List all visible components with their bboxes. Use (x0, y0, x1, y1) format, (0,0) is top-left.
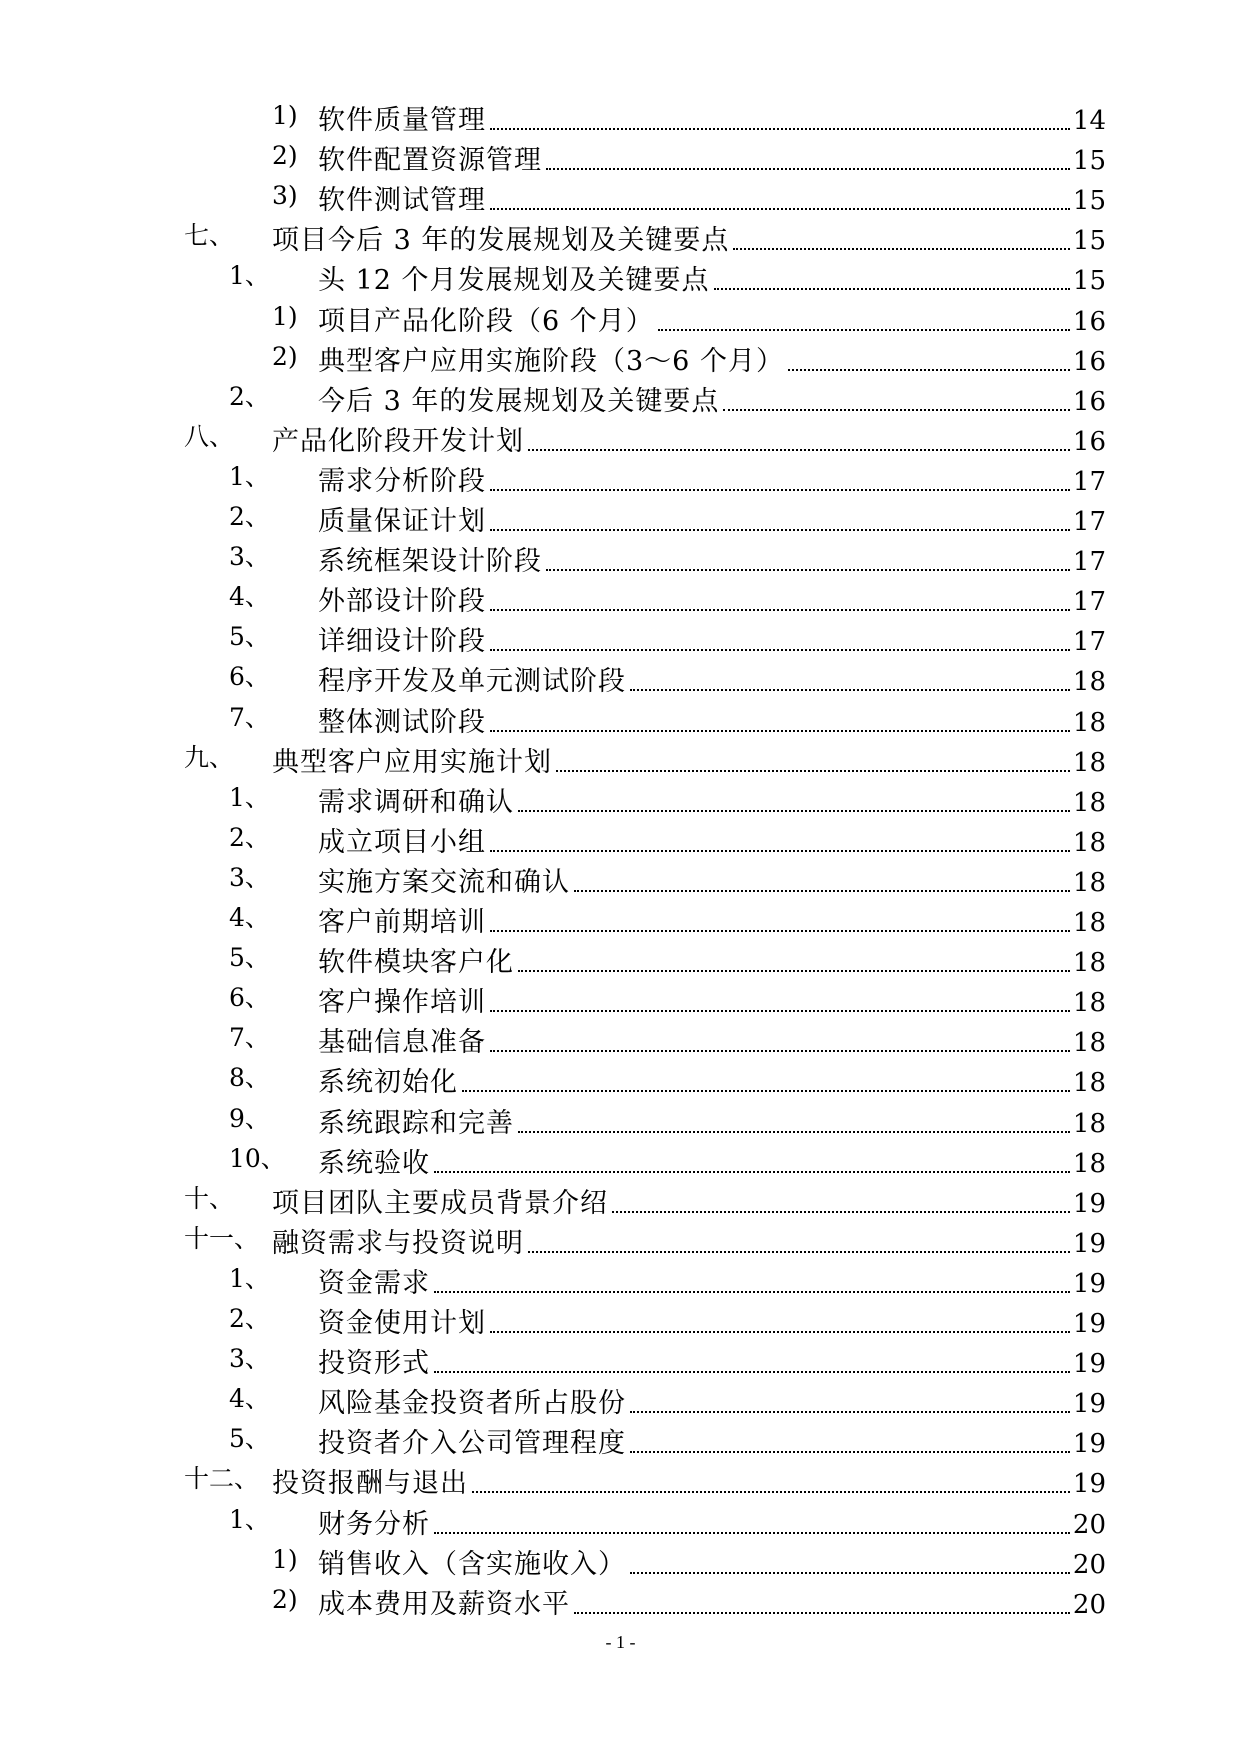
toc-entry[interactable] (0, 457, 1106, 497)
toc-entry[interactable] (0, 1500, 1106, 1540)
toc-entry-number: 1、 (229, 261, 270, 291)
toc-entry[interactable] (0, 898, 1106, 938)
toc-entry-number: 5、 (229, 1424, 270, 1454)
dot-leader (518, 970, 1070, 972)
toc-entry-number: 1) (272, 101, 298, 130)
toc-entry-title: 风险基金投资者所占股份 (318, 1388, 626, 1420)
toc-entry-title: 客户前期培训 (318, 907, 486, 938)
dot-leader (472, 1491, 1070, 1493)
toc-entry-page: 18 (1072, 1108, 1106, 1139)
toc-entry[interactable] (0, 96, 1106, 136)
toc-entry[interactable] (0, 1459, 1106, 1499)
toc-entry-number: 4、 (229, 903, 270, 932)
toc-entry-page: 14 (1072, 106, 1106, 136)
toc-entry-title: 投资形式 (318, 1348, 430, 1380)
toc-entry[interactable] (0, 858, 1106, 898)
dot-leader (490, 529, 1070, 531)
toc-entry-title: 头 12 个月发展规划及关键要点 (318, 265, 710, 297)
toc-entry[interactable] (0, 497, 1106, 537)
toc-entry-page: 19 (1072, 1228, 1106, 1259)
toc-entry-title: 系统验收 (318, 1147, 430, 1179)
toc-entry-page: 15 (1072, 226, 1106, 257)
toc-entry-number: 十二、 (184, 1464, 260, 1494)
toc-entry-page: 18 (1072, 827, 1106, 858)
dot-leader (574, 1612, 1070, 1614)
toc-entry-number: 5、 (229, 943, 270, 973)
toc-entry-number: 2、 (229, 381, 270, 411)
toc-entry[interactable] (0, 1018, 1106, 1058)
toc-entry-number: 1) (272, 1544, 298, 1574)
dot-leader (788, 369, 1070, 371)
dot-leader (574, 890, 1070, 892)
dot-leader (490, 730, 1070, 732)
toc-entry-number: 6、 (229, 983, 270, 1013)
dot-leader (490, 649, 1070, 651)
toc-entry-title: 详细设计阶段 (318, 626, 486, 658)
toc-entry-page: 18 (1072, 707, 1106, 738)
toc-entry[interactable] (0, 738, 1106, 778)
dot-leader (490, 208, 1070, 210)
toc-entry-page: 17 (1072, 587, 1106, 618)
toc-entry-page: 18 (1072, 867, 1106, 898)
toc-entry-page: 17 (1072, 507, 1106, 537)
toc-entry-page: 20 (1072, 1589, 1106, 1620)
toc-entry-number: 七、 (184, 221, 235, 251)
toc-entry-page: 15 (1072, 186, 1106, 217)
dot-leader (434, 1171, 1070, 1173)
toc-entry-page: 19 (1072, 1309, 1106, 1339)
toc-entry-page: 16 (1072, 386, 1106, 417)
dot-leader (556, 770, 1070, 772)
dot-leader (490, 1050, 1070, 1052)
dot-leader (490, 930, 1070, 932)
toc-entry-number: 1) (272, 301, 298, 331)
toc-entry-title: 需求分析阶段 (318, 465, 486, 497)
toc-entry-page: 15 (1072, 146, 1106, 177)
toc-entry-number: 7、 (229, 702, 270, 732)
toc-entry-page: 17 (1072, 627, 1106, 658)
toc-entry-title: 财务分析 (318, 1508, 430, 1540)
toc-entry-title: 资金使用计划 (318, 1308, 486, 1339)
toc-entry[interactable] (0, 1099, 1106, 1139)
toc-entry[interactable] (0, 1179, 1106, 1219)
toc-entry[interactable] (0, 657, 1106, 697)
toc-entry-title: 典型客户应用实施计划 (272, 746, 552, 778)
dot-leader (434, 1371, 1070, 1373)
toc-entry[interactable] (0, 698, 1106, 738)
dot-leader (528, 1251, 1070, 1253)
dot-leader (434, 1291, 1070, 1293)
dot-leader (658, 329, 1070, 331)
toc-entry-page: 16 (1072, 306, 1106, 337)
toc-entry[interactable] (0, 938, 1106, 978)
toc-entry-number: 十、 (184, 1183, 235, 1213)
dot-leader (490, 1331, 1070, 1333)
toc-entry[interactable] (0, 1419, 1106, 1459)
toc-entry-page: 19 (1072, 1188, 1106, 1219)
toc-entry-number: 2、 (229, 1304, 270, 1333)
toc-entry-title: 融资需求与投资说明 (272, 1227, 524, 1259)
toc-entry[interactable] (0, 978, 1106, 1018)
toc-entry-title: 程序开发及单元测试阶段 (318, 666, 626, 698)
dot-leader (630, 1572, 1070, 1574)
toc-entry-number: 6、 (229, 662, 270, 692)
toc-entry[interactable] (0, 778, 1106, 818)
toc-entry-number: 1、 (229, 782, 270, 812)
page-number: - 1 - (605, 1632, 636, 1652)
toc-entry-title: 项目产品化阶段（6 个月） (318, 305, 654, 337)
toc-entry-number: 2) (272, 1584, 298, 1614)
dot-leader (490, 609, 1070, 611)
dot-leader (630, 1451, 1070, 1453)
dot-leader (518, 1131, 1070, 1133)
toc-entry[interactable] (0, 1580, 1106, 1620)
toc-entry[interactable] (0, 537, 1106, 577)
toc-entry[interactable] (0, 818, 1106, 858)
dot-leader (434, 1532, 1070, 1534)
toc-entry-title: 产品化阶段开发计划 (272, 425, 524, 457)
toc-entry[interactable] (0, 1379, 1106, 1419)
dot-leader (612, 1211, 1070, 1213)
toc-entry-title: 软件模块客户化 (318, 947, 514, 979)
toc-entry-title: 今后 3 年的发展规划及关键要点 (318, 385, 720, 417)
toc-entry-number: 2、 (229, 502, 270, 531)
dot-leader (546, 569, 1070, 571)
toc-entry-title: 整体测试阶段 (318, 706, 486, 738)
dot-leader (490, 128, 1070, 130)
toc-entry-number: 10、 (229, 1143, 286, 1173)
dot-leader (528, 449, 1070, 451)
toc-entry-number: 2) (272, 141, 298, 171)
toc-entry[interactable] (0, 417, 1106, 457)
toc-entry-page: 18 (1072, 787, 1106, 818)
dot-leader (546, 168, 1070, 170)
dot-leader (490, 489, 1070, 491)
toc-entry-number: 7、 (229, 1023, 270, 1053)
toc-entry-title: 实施方案交流和确认 (318, 866, 570, 898)
toc-entry[interactable] (0, 256, 1106, 296)
toc-entry[interactable] (0, 1540, 1106, 1580)
dot-leader (490, 850, 1070, 852)
toc-entry-title: 投资者介入公司管理程度 (318, 1428, 626, 1460)
toc-entry-page: 19 (1072, 1429, 1106, 1460)
dot-leader (630, 1411, 1070, 1413)
toc-entry-number: 1、 (229, 1504, 270, 1534)
toc-entry-page: 18 (1072, 908, 1106, 938)
toc-entry[interactable] (0, 337, 1106, 377)
toc-entry-page: 15 (1072, 266, 1106, 297)
toc-entry-page: 19 (1072, 1469, 1106, 1500)
toc-entry[interactable] (0, 1139, 1106, 1179)
toc-entry[interactable] (0, 297, 1106, 337)
toc-entry-title: 软件测试管理 (318, 185, 486, 217)
dot-leader (714, 288, 1070, 290)
toc-entry-number: 2) (272, 341, 298, 371)
toc-entry[interactable] (0, 1259, 1106, 1299)
toc-entry-title: 资金需求 (318, 1267, 430, 1299)
toc-entry-number: 2、 (229, 822, 270, 852)
toc-entry-page: 19 (1072, 1389, 1106, 1420)
toc-entry-number: 8、 (229, 1063, 270, 1093)
toc-entry-title: 外部设计阶段 (318, 586, 486, 618)
toc-entry-number: 5、 (229, 622, 270, 652)
toc-entry-title: 典型客户应用实施阶段（3～6 个月） (318, 345, 784, 377)
toc-entry-page: 18 (1072, 1068, 1106, 1099)
toc-entry[interactable] (0, 136, 1106, 176)
toc-entry-page: 20 (1072, 1549, 1106, 1580)
toc-entry[interactable] (0, 1299, 1106, 1339)
toc-entry-number: 3、 (229, 862, 270, 892)
toc-entry-title: 项目团队主要成员背景介绍 (272, 1187, 608, 1219)
dot-leader (630, 689, 1070, 691)
dot-leader (490, 1010, 1070, 1012)
toc-entry-page: 16 (1072, 346, 1106, 377)
toc-entry-title: 基础信息准备 (318, 1027, 486, 1059)
toc-entry-page: 17 (1072, 547, 1106, 578)
toc-entry-title: 成本费用及薪资水平 (318, 1588, 570, 1620)
toc-entry-page: 18 (1072, 1028, 1106, 1059)
toc-entry-number: 4、 (229, 582, 270, 612)
toc-entry-page: 17 (1072, 466, 1106, 497)
toc-entry[interactable] (0, 216, 1106, 256)
toc-entry-title: 成立项目小组 (318, 826, 486, 858)
toc-entry-title: 软件质量管理 (318, 105, 486, 136)
toc-entry-title: 需求调研和确认 (318, 786, 514, 818)
toc-entry[interactable] (0, 176, 1106, 216)
toc-entry-title: 质量保证计划 (318, 506, 486, 537)
toc-entry-page: 18 (1072, 948, 1106, 979)
toc-entry-number: 3、 (229, 1344, 270, 1374)
toc-entry-number: 3) (272, 181, 298, 211)
toc-entry[interactable] (0, 577, 1106, 617)
toc-entry[interactable] (0, 377, 1106, 417)
dot-leader (723, 409, 1070, 411)
toc-entry-number: 3、 (229, 542, 270, 572)
toc-entry-page: 19 (1072, 1349, 1106, 1380)
toc-entry-title: 系统初始化 (318, 1067, 458, 1099)
toc-entry-number: 十一、 (184, 1223, 260, 1253)
toc-entry-title: 项目今后 3 年的发展规划及关键要点 (272, 225, 730, 257)
toc-entry-page: 19 (1072, 1268, 1106, 1299)
toc-entry-number: 4、 (229, 1384, 270, 1414)
toc-entry-number: 1、 (229, 1263, 270, 1293)
toc-entry-title: 系统跟踪和完善 (318, 1107, 514, 1139)
toc-entry-title: 投资报酬与退出 (272, 1468, 468, 1500)
toc-entry-page: 18 (1072, 667, 1106, 698)
toc-entry-title: 客户操作培训 (318, 987, 486, 1019)
toc-entry-page: 16 (1072, 426, 1106, 457)
toc-entry[interactable] (0, 617, 1106, 657)
dot-leader (462, 1090, 1070, 1092)
toc-entry-number: 八、 (184, 421, 235, 451)
toc-entry-page: 18 (1072, 1148, 1106, 1179)
toc-entry[interactable] (0, 1219, 1106, 1259)
toc-entry-title: 销售收入（含实施收入） (318, 1548, 626, 1580)
toc-entry-page: 18 (1072, 747, 1106, 778)
dot-leader (733, 248, 1070, 250)
toc-entry-page: 18 (1072, 988, 1106, 1019)
toc-entry-number: 1、 (229, 461, 270, 491)
dot-leader (518, 810, 1070, 812)
toc-entry[interactable] (0, 1339, 1106, 1379)
toc-entry-number: 九、 (184, 742, 235, 772)
toc-entry-title: 软件配置资源管理 (318, 145, 542, 177)
toc-entry-page: 20 (1072, 1509, 1106, 1540)
toc-entry-number: 9、 (229, 1103, 270, 1133)
toc-entry[interactable] (0, 1058, 1106, 1098)
toc-entry-title: 系统框架设计阶段 (318, 546, 542, 578)
